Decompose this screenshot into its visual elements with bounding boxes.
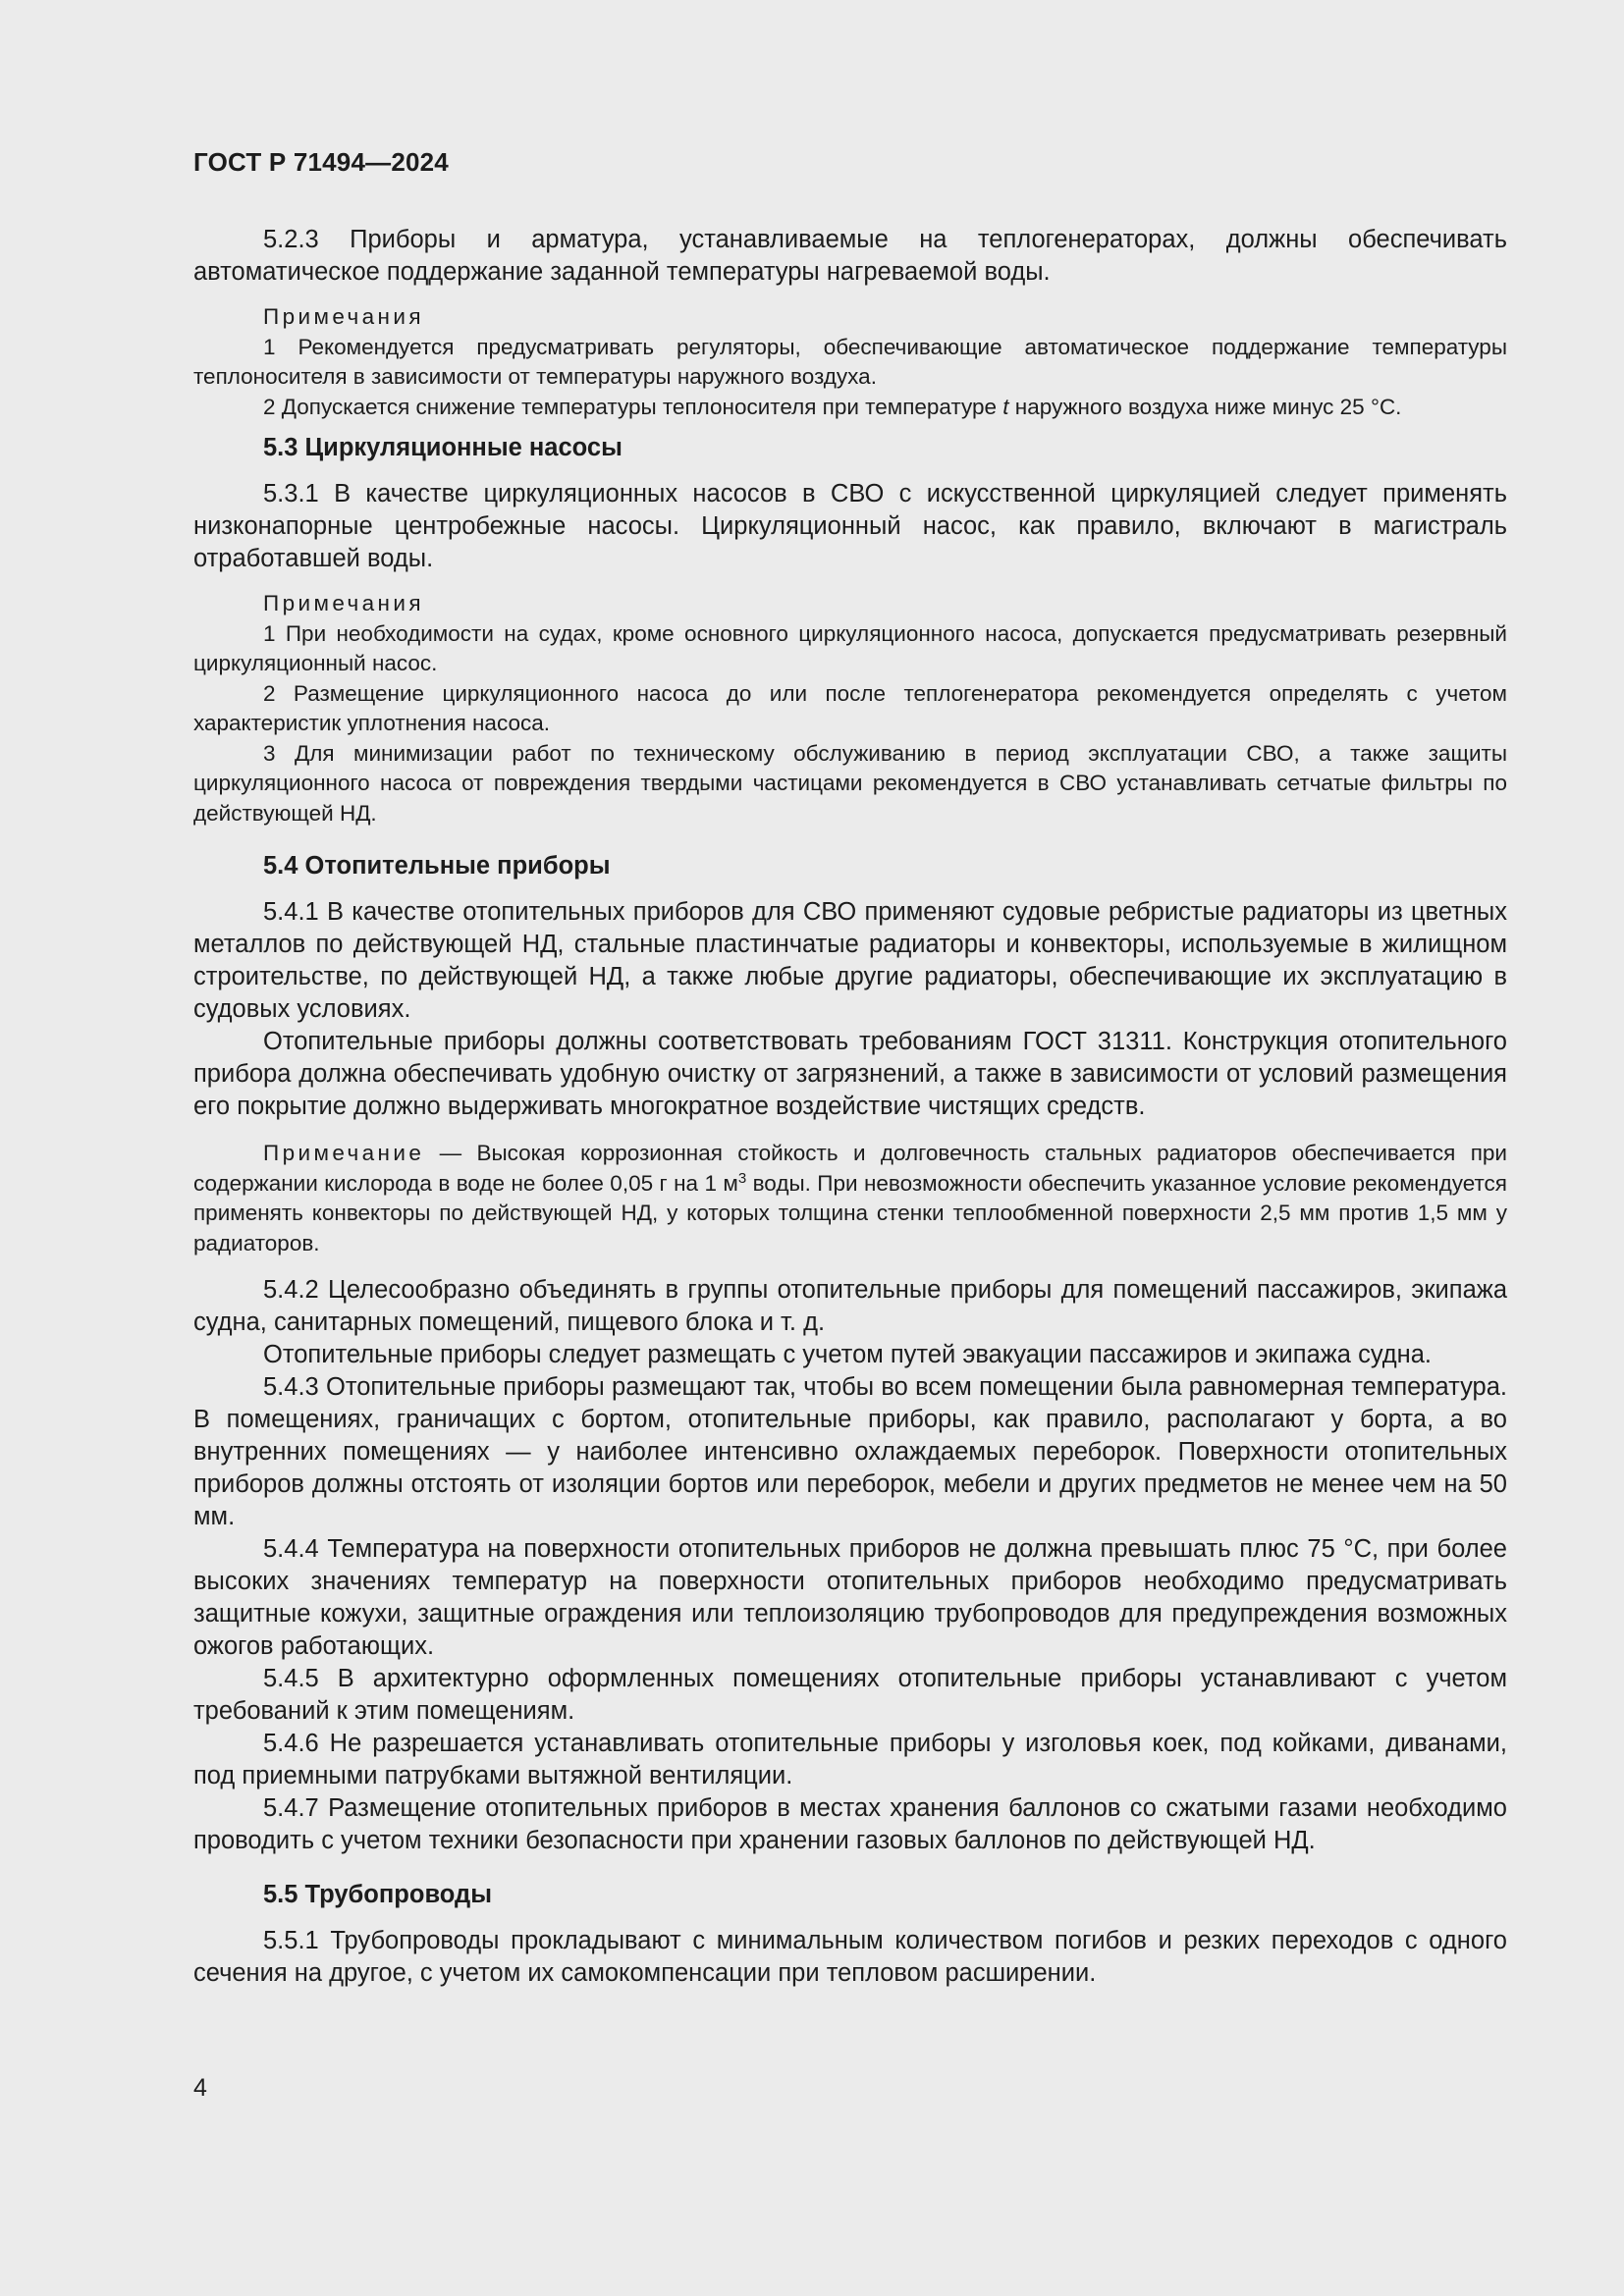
note-item: 2 Размещение циркуляционного насоса до или после теплогенератора рекомендуется определять с учетом характеристик уплотнения насоса. [193, 680, 1507, 735]
section-heading-5-3: 5.3 Циркуляционные насосы [263, 434, 623, 461]
clause-5-4-1: 5.4.1 В качестве отопительных приборов для СВО применяют судовые ребристые радиаторы из цветных металлов по действующей НД, стальные пластинчатые радиаторы и конвекторы, используемые в жилищном строительстве, по действующей НД, а также любые другие радиаторы, обеспечивающие их эксплуатацию в судовых условиях. [193, 898, 1507, 1023]
section-heading-5-4: 5.4 Отопительные приборы [263, 852, 611, 880]
clause-5-4-5: 5.4.5 В архитектурно оформленных помещениях отопительные приборы устанавливают с учетом требований к этим помещениям. [193, 1665, 1507, 1725]
clause-5-4-6: 5.4.6 Не разрешается устанавливать отопительные приборы у изголовья коек, под койками, диванами, под приемными патрубками вытяжной вентиляции. [193, 1730, 1507, 1789]
note-item: 1 При необходимости на судах, кроме основного циркуляционного насоса, допускается предусматривать резервный циркуляционный насос. [193, 620, 1507, 675]
note-label: Примечание [263, 1141, 425, 1165]
page-content [193, 224, 1507, 1990]
note-paragraph: Примечание — Высокая коррозионная стойкость и долговечность стальных радиаторов обеспечивается при содержании кислорода в воде не более 0,05 г на 1 $м^3$ воды. При невозможности обеспечить указанное условие рекомендуется применять конвекторы по действующей НД, у которых толщина стенки теплообменной поверхности 2,5 мм против 1,5 мм у радиаторов. [193, 1141, 1507, 1255]
page-number: 4 [193, 2074, 207, 2102]
clause-5-4-2: 5.4.2 Целесообразно объединять в группы отопительные приборы для помещений пассажиров, экипажа судна, санитарных помещений, пищевого блока и т. д. [193, 1276, 1507, 1336]
clause-5-3-1: 5.3.1 В качестве циркуляционных насосов в СВО с искусственной циркуляцией следует применять низконапорные центробежные насосы. Циркуляционный насос, как правило, включают в магистраль отработавшей воды. [193, 480, 1507, 572]
clause-5-4-3: 5.4.3 Отопительные приборы размещают так, чтобы во всем помещении была равномерная температура. В помещениях, граничащих с бортом, отопительные приборы, как правило, располагают у борта, а во внутренних помещениях — у наиболее интенсивно охлаждаемых переборок. Поверхности отопительных приборов должны отстоять от изоляции бортов или переборок, мебели и других предметов не менее чем на 50 мм. [193, 1373, 1507, 1530]
note-item: 3 Для минимизации работ по техническому обслуживанию в период эксплуатации СВО, а также защиты циркуляционного насоса от повреждения твердыми частицами рекомендуется в СВО устанавливать сетчатые фильтры по действующей НД. [193, 740, 1507, 826]
paragraph: Отопительные приборы следует размещать с учетом путей эвакуации пассажиров и экипажа судна. [263, 1341, 1432, 1368]
note-item: 2 Допускается снижение температуры теплоносителя при температуре t наружного воздуха ниже минус 25 °С. [263, 394, 1402, 419]
clause-5-5-1: 5.5.1 Трубопроводы прокладывают с минимальным количеством погибов и резких переходов с одного сечения на другое, с учетом их самокомпенсации при тепловом расширении. [193, 1927, 1507, 1987]
variable-t: t [1002, 394, 1009, 419]
document-code-header: ГОСТ Р 71494—2024 [193, 147, 449, 177]
note-item: 1 Рекомендуется предусматривать регуляторы, обеспечивающие автоматическое поддержание температуры теплоносителя в зависимости от температуры наружного воздуха. [193, 334, 1507, 389]
clause-5-2-3: 5.2.3 Приборы и арматура, устанавливаемые на теплогенераторах, должны обеспечивать автоматическое поддержание заданной температуры нагреваемой воды. [193, 226, 1507, 286]
notes-title: Примечания [263, 591, 424, 615]
notes-title: Примечания [263, 304, 424, 329]
paragraph: Отопительные приборы должны соответствовать требованиям ГОСТ 31311. Конструкция отопительного прибора должна обеспечивать удобную очистку от загрязнений, а также в зависимости от условий размещения его покрытие должно выдерживать многократное воздействие чистящих средств. [193, 1028, 1507, 1120]
clause-5-4-4: 5.4.4 Температура на поверхности отопительных приборов не должна превышать плюс 75 °С, при более высоких значениях температур на поверхности отопительных приборов необходимо предусматривать защитные кожухи, защитные ограждения или теплоизоляцию трубопроводов для предупреждения возможных ожогов работающих. [193, 1535, 1507, 1660]
clause-5-4-7: 5.4.7 Размещение отопительных приборов в местах хранения баллонов со сжатыми газами необходимо проводить с учетом техники безопасности при хранении газовых баллонов по действующей НД. [193, 1794, 1507, 1854]
section-heading-5-5: 5.5 Трубопроводы [263, 1881, 492, 1908]
